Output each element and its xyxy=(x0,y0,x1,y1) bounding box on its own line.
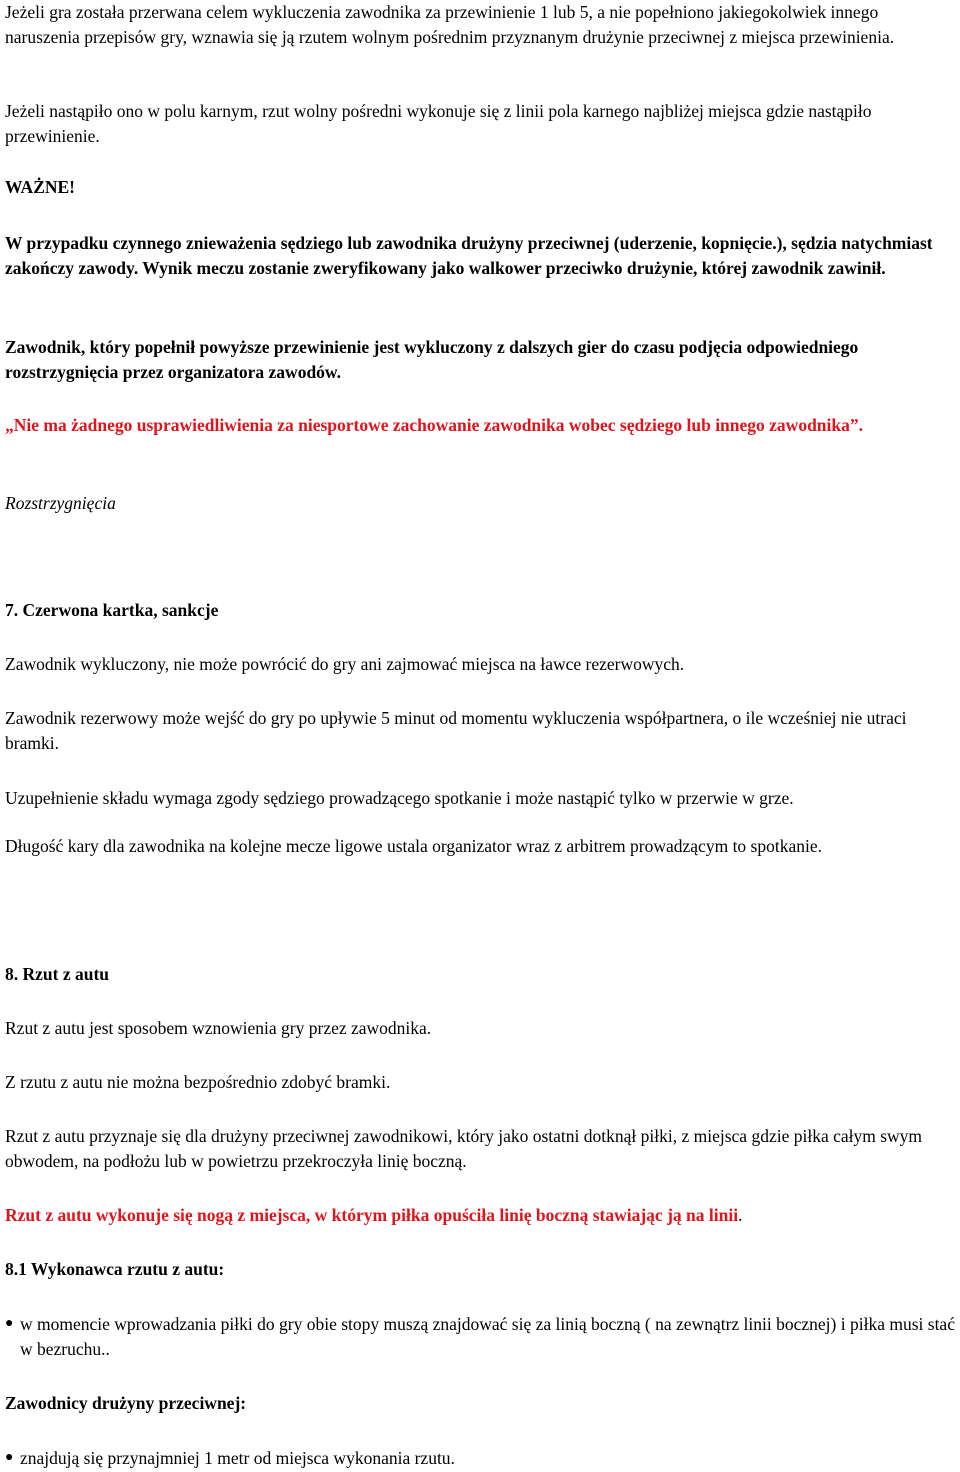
paragraph-restart-after-exclusion: Jeżeli gra została przerwana celem wykluczenia zawodnika za przewinienie 1 lub 5, a nie popełniono jakiegokolwiek innego naruszenia przepisów gry, wznawia się ją rzutem wolnym pośrednim przyznanym drużynie przeciwnej z miejsca przewinienia. xyxy=(5,2,895,47)
bullet-icon: ● xyxy=(5,1450,14,1465)
section-7-heading: 7. Czerwona kartka, sankcje xyxy=(5,600,219,620)
resolutions-heading: Rozstrzygnięcia xyxy=(5,493,116,513)
section-7-paragraph-2: Zawodnik rezerwowy może wejść do gry po upływie 5 minut od momentu wykluczenia współpartnera, o ile wcześniej nie utraci bramki. xyxy=(5,708,907,753)
section-7-paragraph-4: Długość kary dla zawodnika na kolejne mecze ligowe ustala organizator wraz z arbitrem prowadzącym to spotkanie. xyxy=(5,836,822,856)
throw-in-rule-emphasis: Rzut z autu wykonuje się nogą z miejsca, w którym piłka opuściła linię boczną stawiając ją na linii xyxy=(5,1205,739,1225)
paragraph-assault-walkover: W przypadku czynnego znieważenia sędziego lub zawodnika drużyny przeciwnej (uderzenie, kopnięcie.), sędzia natychmiast zakończy zawody. Wynik meczu zostanie zweryfikowany jako walkower przeciwko drużynie, której zawodnik zawinił. xyxy=(5,233,933,278)
section-8-paragraph-2: Z rzutu z autu nie można bezpośrednio zdobyć bramki. xyxy=(5,1072,391,1092)
opponents-heading: Zawodnicy drużyny przeciwnej: xyxy=(5,1393,247,1413)
section-7-paragraph-1: Zawodnik wykluczony, nie może powrócić do gry ani zajmować miejsca na ławce rezerwowych. xyxy=(5,654,685,674)
list-item-text: znajdują się przynajmniej 1 metr od miejsca wykonania rzutu. xyxy=(20,1448,455,1468)
quote-no-excuse: „Nie ma żadnego usprawiedliwienia za niesportowe zachowanie zawodnika wobec sędziego lub innego zawodnika”. xyxy=(5,415,864,435)
section-8-paragraph-3: Rzut z autu przyznaje się dla drużyny przeciwnej zawodnikowi, który jako ostatni dotknął piłki, z miejsca gdzie piłka całym swym obwodem, na podłożu lub w powietrzu przekroczyła linię boczną. xyxy=(5,1126,923,1171)
section-8-1-heading: 8.1 Wykonawca rzutu z autu: xyxy=(5,1259,225,1279)
list-item xyxy=(5,1312,957,1361)
section-8-paragraph-1: Rzut z autu jest sposobem wznowienia gry przez zawodnika. xyxy=(5,1018,432,1038)
section-7-paragraph-3: Uzupełnienie składu wymaga zgody sędziego prowadzącego spotkanie i może nastąpić tylko w przerwie w grze. xyxy=(5,788,794,808)
paragraph-suspension: Zawodnik, który popełnił powyższe przewinienie jest wykluczony z dalszych gier do czasu podjęcia odpowiedniego rozstrzygnięcia przez organizatora zawodów. xyxy=(5,337,859,382)
paragraph-penalty-area-restart: Jeżeli nastąpiło ono w polu karnym, rzut wolny pośredni wykonuje się z linii pola karnego najbliżej miejsca gdzie nastąpiło przewinienie. xyxy=(5,101,872,146)
section-8-paragraph-4 xyxy=(5,1203,957,1228)
list-item-text: w momencie wprowadzania piłki do gry obie stopy muszą znajdować się za linią boczną ( na zewnątrz linii bocznej) i piłka musi stać w bezruchu.. xyxy=(20,1314,955,1359)
throw-in-rule-period: . xyxy=(738,1205,743,1225)
list-item xyxy=(5,1446,957,1471)
section-8-heading: 8. Rzut z autu xyxy=(5,964,110,984)
bullet-icon: ● xyxy=(5,1316,14,1331)
important-label: WAŻNE! xyxy=(5,177,76,197)
